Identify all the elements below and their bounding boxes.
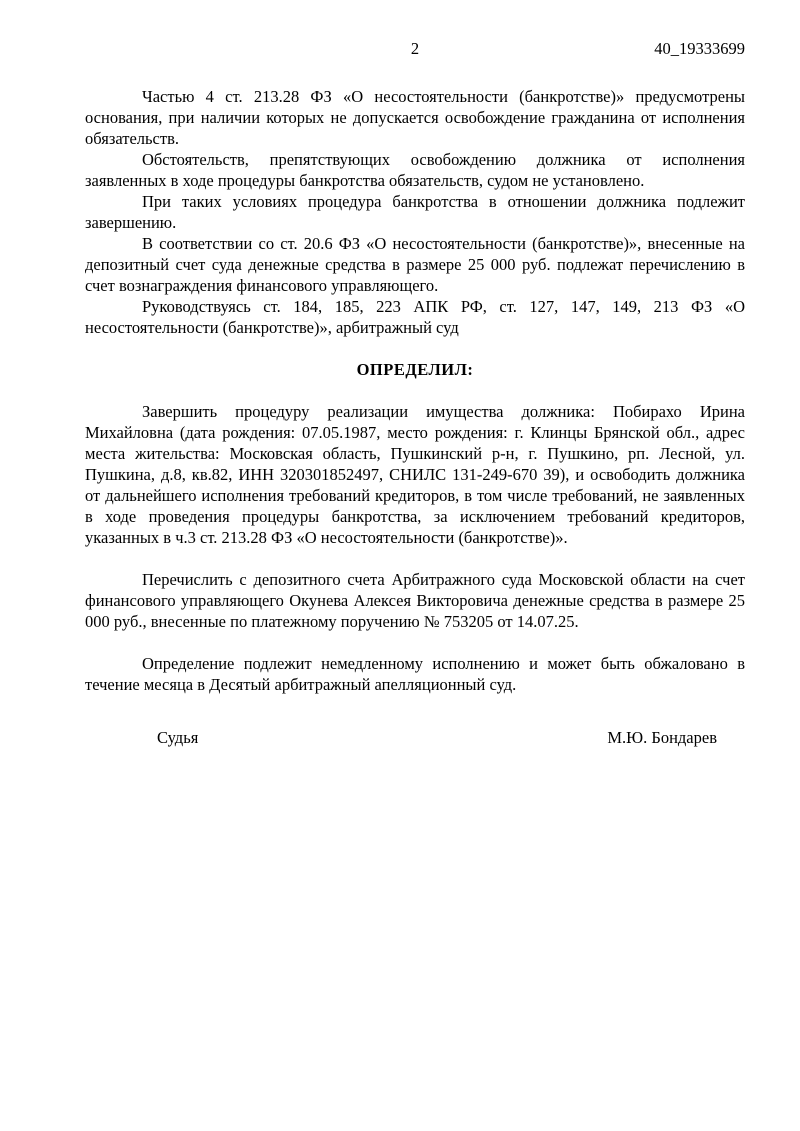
- ruling-paragraph-3: Определение подлежит немедленному исполнению и может быть обжаловано в течение месяца в Десятый арбитражный апелляционный суд.: [85, 654, 745, 694]
- ruling-paragraph-2: Перечислить с депозитного счета Арбитражного суда Московской области на счет финансового управляющего Окунева Алексея Викторовича денежные средства в размере 25 000 руб., внесенные по платежному поручению № 753205 от 14.07.25.: [85, 570, 745, 631]
- page-header: [85, 38, 745, 59]
- judge-name: М.Ю. Бондарев: [607, 728, 717, 747]
- signature-row: [85, 727, 745, 748]
- ruling-heading: ОПРЕДЕЛИЛ:: [356, 360, 474, 379]
- ruling-paragraph-1: Завершить процедуру реализации имущества должника: Побирахо Ирина Михайловна (дата рождения: 07.05.1987, место рождения: г. Клинцы Брянской обл., адрес места жительства: Московская область, Пушкинский р-н, г. Пушкино, рп. Лесной, ул. Пушкина, д.8, кв.82, ИНН 320301852497, СНИЛС 131-249-670 39), и освободить должника от дальнейшего исполнения требований кредиторов, в том числе требований, не заявленных в ходе проведения процедуры банкротства, за исключением требований кредиторов, указанных в ч.3 ст. 213.28 ФЗ «О несостоятельности (банкротстве)».: [85, 402, 745, 547]
- document-body: [85, 86, 745, 748]
- paragraph-basis-4: В соответствии со ст. 20.6 ФЗ «О несостоятельности (банкротстве)», внесенные на депозитный счет суда денежные средства в размере 25 000 руб. подлежат перечислению в счет вознаграждения финансового управляющего.: [85, 234, 745, 295]
- paragraph-basis-1: Частью 4 ст. 213.28 ФЗ «О несостоятельности (банкротстве)» предусмотрены основания, при наличии которых не допускается освобождение гражданина от исполнения обязательств.: [85, 87, 745, 148]
- page-number: 2: [410, 39, 420, 58]
- paragraph-basis-5: Руководствуясь ст. 184, 185, 223 АПК РФ, ст. 127, 147, 149, 213 ФЗ «О несостоятельности (банкротстве)», арбитражный суд: [85, 297, 745, 337]
- judge-role-label: Судья: [157, 728, 199, 747]
- case-number: 40_19333699: [654, 39, 745, 58]
- paragraph-basis-3: При таких условиях процедура банкротства в отношении должника подлежит завершению.: [85, 192, 745, 232]
- paragraph-basis-2: Обстоятельств, препятствующих освобождению должника от исполнения заявленных в ходе процедуры банкротства обязательств, судом не установлено.: [85, 150, 745, 190]
